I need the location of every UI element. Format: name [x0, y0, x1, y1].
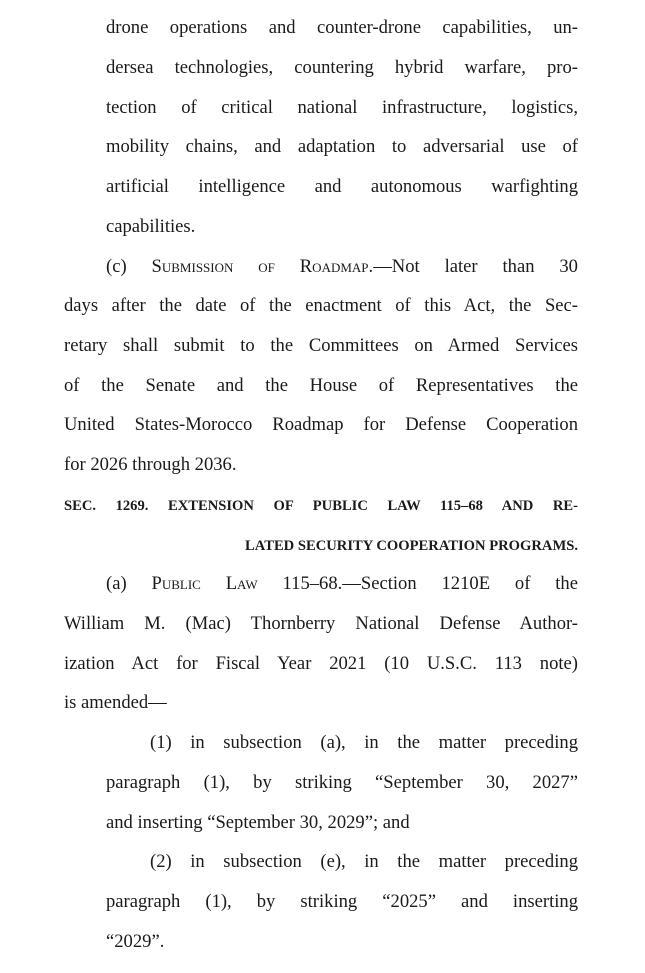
section-heading-continued: LATED SECURITY COOPERATION PROGRAMS. [245, 538, 578, 554]
subsection-heading: Submission of Roadmap. [151, 256, 374, 277]
paragraph-1-line: and inserting “September 30, 2029”; and [106, 812, 410, 833]
text-line: artificial intelligence and autonomous warfighting [106, 176, 578, 197]
paragraph-2-line: “2029”. [106, 931, 165, 952]
text-line: of the Senate and the House of Representatives the [64, 375, 578, 396]
text-line: mobility chains, and adaptation to adversarial use of [106, 136, 578, 157]
subsection-marker: (a) [106, 573, 127, 594]
subsection-text: —Not later than 30 [373, 256, 578, 277]
paragraph-1-line: paragraph (1), by striking “September 30, 2027” [106, 772, 578, 793]
text-line: capabilities. [106, 216, 196, 237]
section-heading: SEC. 1269. EXTENSION OF PUBLIC LAW 115–68 AND RE- [64, 498, 578, 514]
text-line: retary shall submit to the Committees on Armed Services [64, 335, 578, 356]
text-line: days after the date of the enactment of this Act, the Sec- [64, 295, 578, 316]
text-line: drone operations and counter-drone capabilities, un- [106, 17, 578, 38]
subsection-heading: Public Law [151, 573, 258, 594]
subsection-marker: (c) [106, 256, 127, 277]
text-line: United States-Morocco Roadmap for Defense Cooperation [64, 414, 578, 435]
subsection-text: 115–68.—Section 1210E of the [282, 573, 578, 594]
text-line: ization Act for Fiscal Year 2021 (10 U.S.C. 113 note) [64, 653, 578, 674]
paragraph-2-line: (2) in subsection (e), in the matter preceding [150, 851, 578, 872]
text-line: for 2026 through 2036. [64, 454, 237, 475]
text-line: William M. (Mac) Thornberry National Defense Author- [64, 613, 578, 634]
text-line: tection of critical national infrastructure, logistics, [106, 97, 578, 118]
paragraph-2-line: paragraph (1), by striking “2025” and inserting [106, 891, 578, 912]
subsection-a-first-line [106, 573, 578, 595]
text-line: dersea technologies, countering hybrid warfare, pro- [106, 57, 578, 78]
subsection-c-first-line [106, 256, 578, 278]
text-line: is amended— [64, 692, 167, 713]
paragraph-1-line: (1) in subsection (a), in the matter preceding [150, 732, 578, 753]
